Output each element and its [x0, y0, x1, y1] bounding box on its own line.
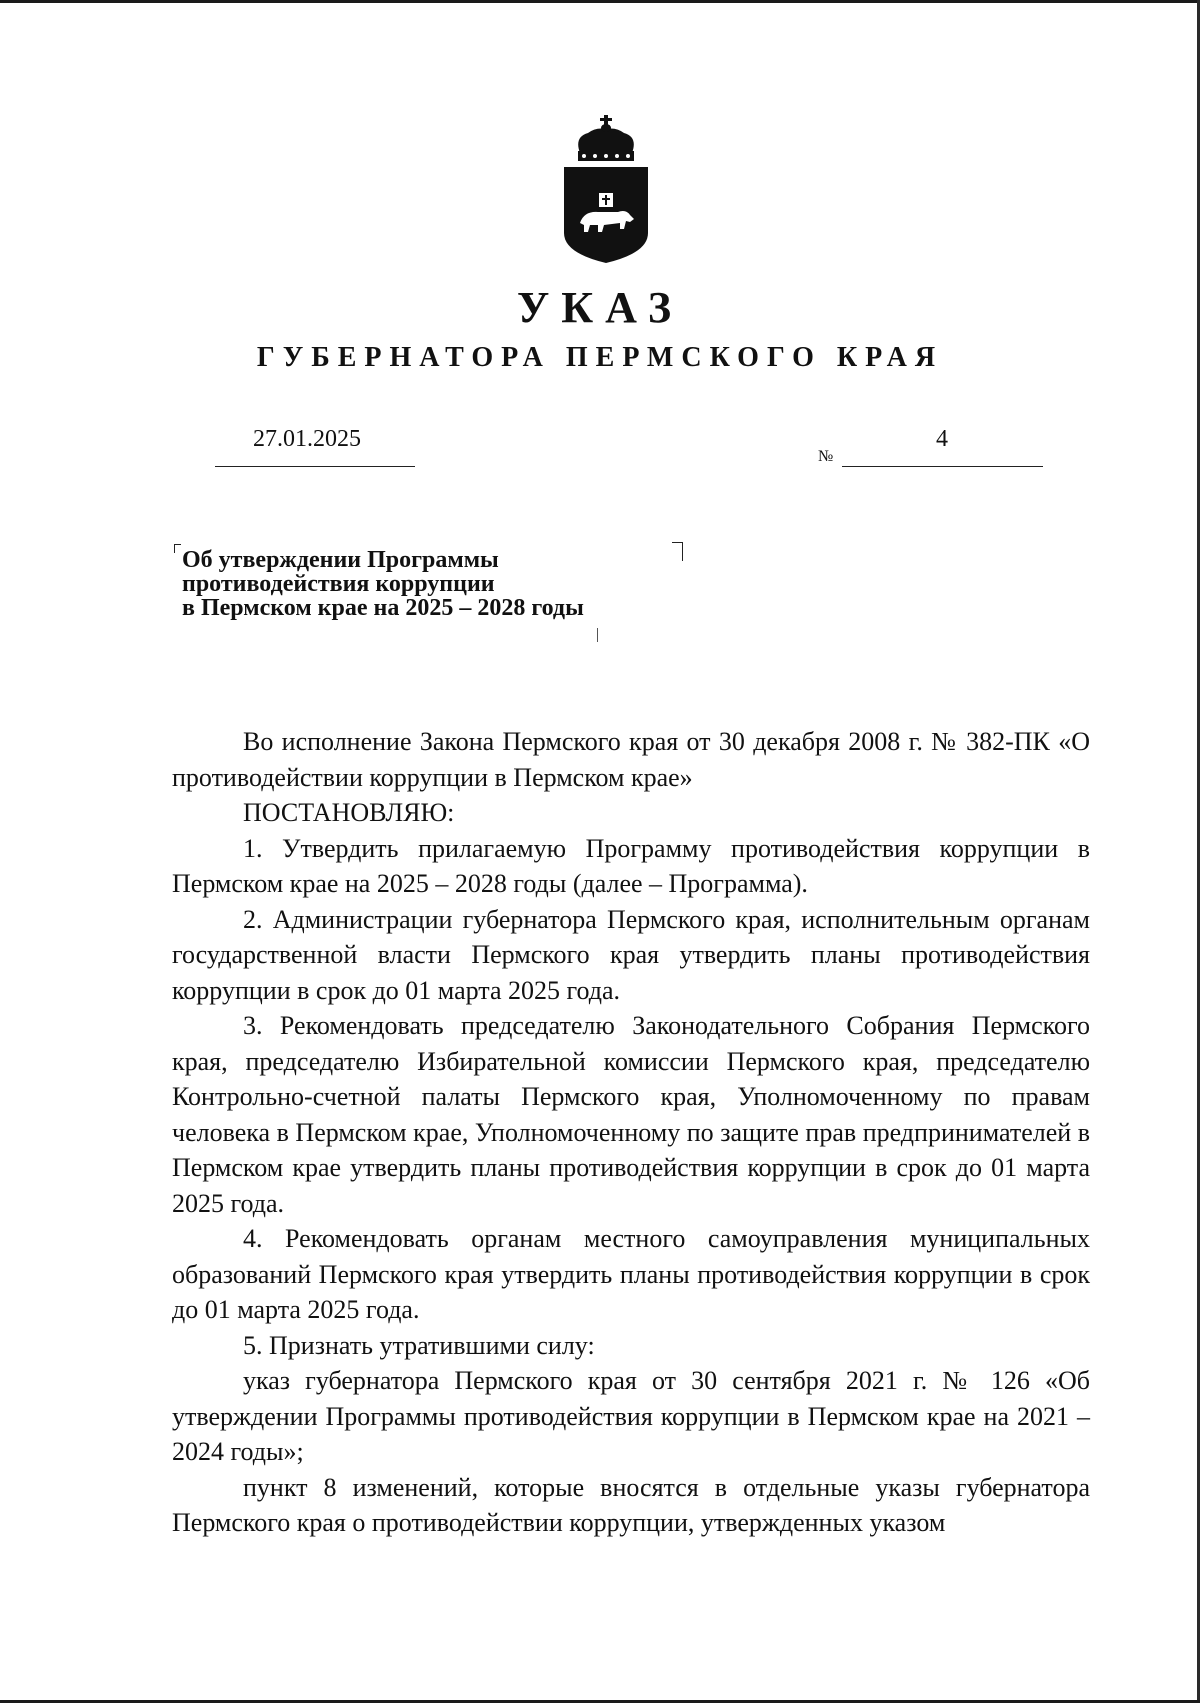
subject-heading — [182, 548, 584, 620]
document-subtitle: ГУБЕРНАТОРА ПЕРМСКОГО КРАЯ — [256, 342, 944, 373]
page-border-top — [0, 0, 1200, 3]
paragraph-item-5-b: пункт 8 изменений, которые вносятся в отдельные указы губернатора Пермского края о противодействии коррупции, утвержденных указом — [172, 1472, 1090, 1537]
number-sign: № — [818, 448, 834, 465]
paragraph-item-3: 3. Рекомендовать председателю Законодательного Собрания Пермского края, председателю Избирательной комиссии Пермского края, председателю Контрольно-счетной палаты Пермского края, Уполномоченному по правам человека в Пермском крае, Уполномоченному по защите прав предпринимателей в Пермском крае утвердить планы противодействия коррупции в срок до 01 марта 2025 года. — [172, 1011, 1090, 1218]
cursor-mark — [597, 628, 598, 642]
subject-line: Об утверждении Программы — [182, 547, 499, 573]
subject-line: противодействия коррупции — [182, 571, 495, 597]
date-value: 27.01.2025 — [253, 426, 361, 452]
document-title: УКАЗ — [516, 283, 684, 332]
number-underline — [842, 466, 1043, 467]
paragraph-item-4: 4. Рекомендовать органам местного самоуправления муниципальных образований Пермского края утвердить планы противодействия коррупции в срок до 01 марта 2025 года. — [172, 1224, 1090, 1324]
paragraph-item-5: 5. Признать утратившими силу: — [243, 1330, 595, 1360]
subject-line: в Пермском крае на 2025 – 2028 годы — [182, 595, 584, 621]
paragraph-preamble: Во исполнение Закона Пермского края от 30 декабря 2008 г. № 382-ПК «О противодействии коррупции в Пермском крае» — [172, 727, 1090, 792]
paragraph-item-5-a: указ губернатора Пермского края от 30 сентября 2021 г. № 126 «Об утверждении Программы противодействия коррупции в Пермском крае на 2021 – 2024 годы»; — [172, 1366, 1090, 1466]
document-body — [172, 724, 1090, 1541]
number-value: 4 — [936, 426, 948, 452]
paragraph-resolve: ПОСТАНОВЛЯЮ: — [243, 798, 455, 827]
paragraph-item-1: 1. Утвердить прилагаемую Программу противодействия коррупции в Пермском крае на 2025 – 2028 годы (далее – Программа). — [172, 833, 1090, 898]
date-underline — [215, 466, 415, 467]
paragraph-item-2: 2. Администрации губернатора Пермского края, исполнительным органам государственной власти Пермского края утвердить планы противодействия коррупции в срок до 01 марта 2025 года. — [172, 904, 1090, 1005]
subject-corner-right — [672, 542, 683, 561]
coat-of-arms-icon — [560, 115, 652, 265]
subject-corner-left — [174, 544, 181, 553]
